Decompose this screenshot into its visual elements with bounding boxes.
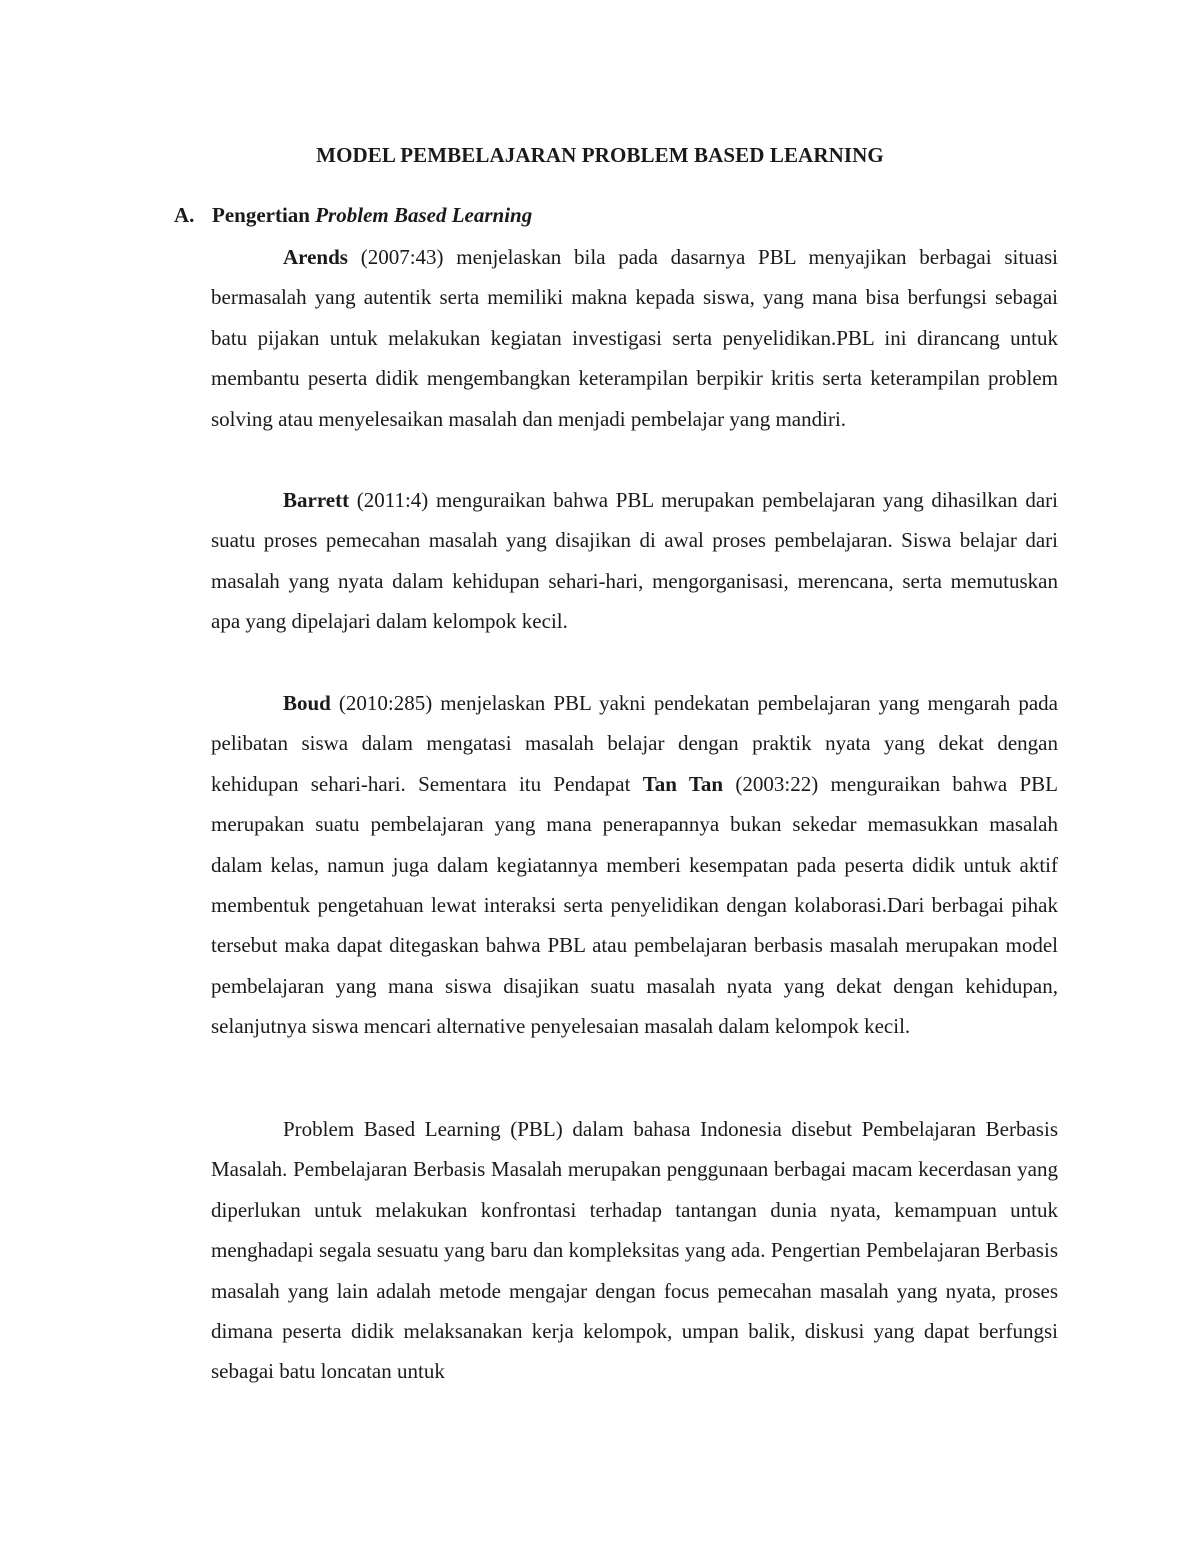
author-name-secondary: Tan Tan bbox=[642, 771, 724, 796]
author-name: Arends bbox=[283, 245, 348, 269]
paragraph-text-continued: (2003:22) menguraikan bahwa PBL merupakan suatu pembelajaran yang mana penerapannya bukan sekedar memasukkan masalah dalam kelas, namun juga dalam kegiatannya memberi kesempatan pada peserta didik untuk aktif membentuk pengetahuan lewat interaksi serta penyelidikan dengan kolaborasi.Dari berbagai pihak tersebut maka dapat ditegaskan bahwa PBL atau pembelajaran berbasis masalah merupakan model pembelajaran yang mana siswa disajikan suatu masalah nyata yang dekat dengan kehidupan, selanjutnya siswa mencari alternative penyelesaian masalah dalam kelompok kecil. bbox=[211, 771, 1058, 1039]
paragraph-text: (2010:285) menjelaskan PBL yakni pendekatan pembelajaran yang mengarah pada pelibatan siswa dalam mengatasi masalah belajar dengan praktik nyata yang dekat dengan kehidupan sehari-hari. Sementara itu Pendapat bbox=[211, 691, 1058, 796]
paragraph-text: (2007:43) menjelaskan bila pada dasarnya PBL menyajikan berbagai situasi bermasalah yang autentik serta memiliki makna kepada siswa, yang mana bisa berfungsi sebagai batu pijakan untuk melakukan kegiatan investigasi serta penyelidikan.PBL ini dirancang untuk membantu peserta didik mengembangkan keterampilan berpikir kritis serta keterampilan problem solving atau menyelesaikan masalah dan menjadi pembelajar yang mandiri. bbox=[211, 245, 1058, 431]
section-label-italic: Problem Based Learning bbox=[315, 203, 533, 227]
section-label: Pengertian bbox=[212, 203, 316, 227]
paragraph-text: Problem Based Learning (PBL) dalam bahasa Indonesia disebut Pembelajaran Berbasis Masalah. Pembelajaran Berbasis Masalah merupakan penggunaan berbagai macam kecerdasan yang diperlukan untuk melakukan konfrontasi terhadap tantangan dunia nyata, kemampuan untuk menghadapi segala sesuatu yang baru dan kompleksitas yang ada. Pengertian Pembelajaran Berbasis masalah yang lain adalah metode mengajar dengan focus pemecahan masalah yang nyata, proses dimana peserta didik melaksanakan kerja kelompok, umpan balik, diskusi yang dapat berfungsi sebagai batu loncatan untuk bbox=[211, 1117, 1058, 1384]
paragraph-arends bbox=[211, 237, 1058, 439]
paragraph-barrett bbox=[211, 480, 1058, 642]
paragraph-boud bbox=[211, 683, 1058, 1047]
paragraph-pbl-definition bbox=[211, 1109, 1058, 1392]
section-number: A. bbox=[174, 203, 195, 227]
author-name: Barrett bbox=[283, 488, 350, 512]
author-name: Boud bbox=[283, 691, 331, 715]
page-title: MODEL PEMBELAJARAN PROBLEM BASED LEARNING bbox=[316, 143, 884, 167]
paragraph-text: (2011:4) menguraikan bahwa PBL merupakan pembelajaran yang dihasilkan dari suatu proses pemecahan masalah yang disajikan di awal proses pembelajaran. Siswa belajar dari masalah yang nyata dalam kehidupan sehari-hari, mengorganisasi, merencana, serta memutuskan apa yang dipelajari dalam kelompok kecil. bbox=[211, 488, 1058, 634]
section-heading bbox=[174, 203, 532, 228]
